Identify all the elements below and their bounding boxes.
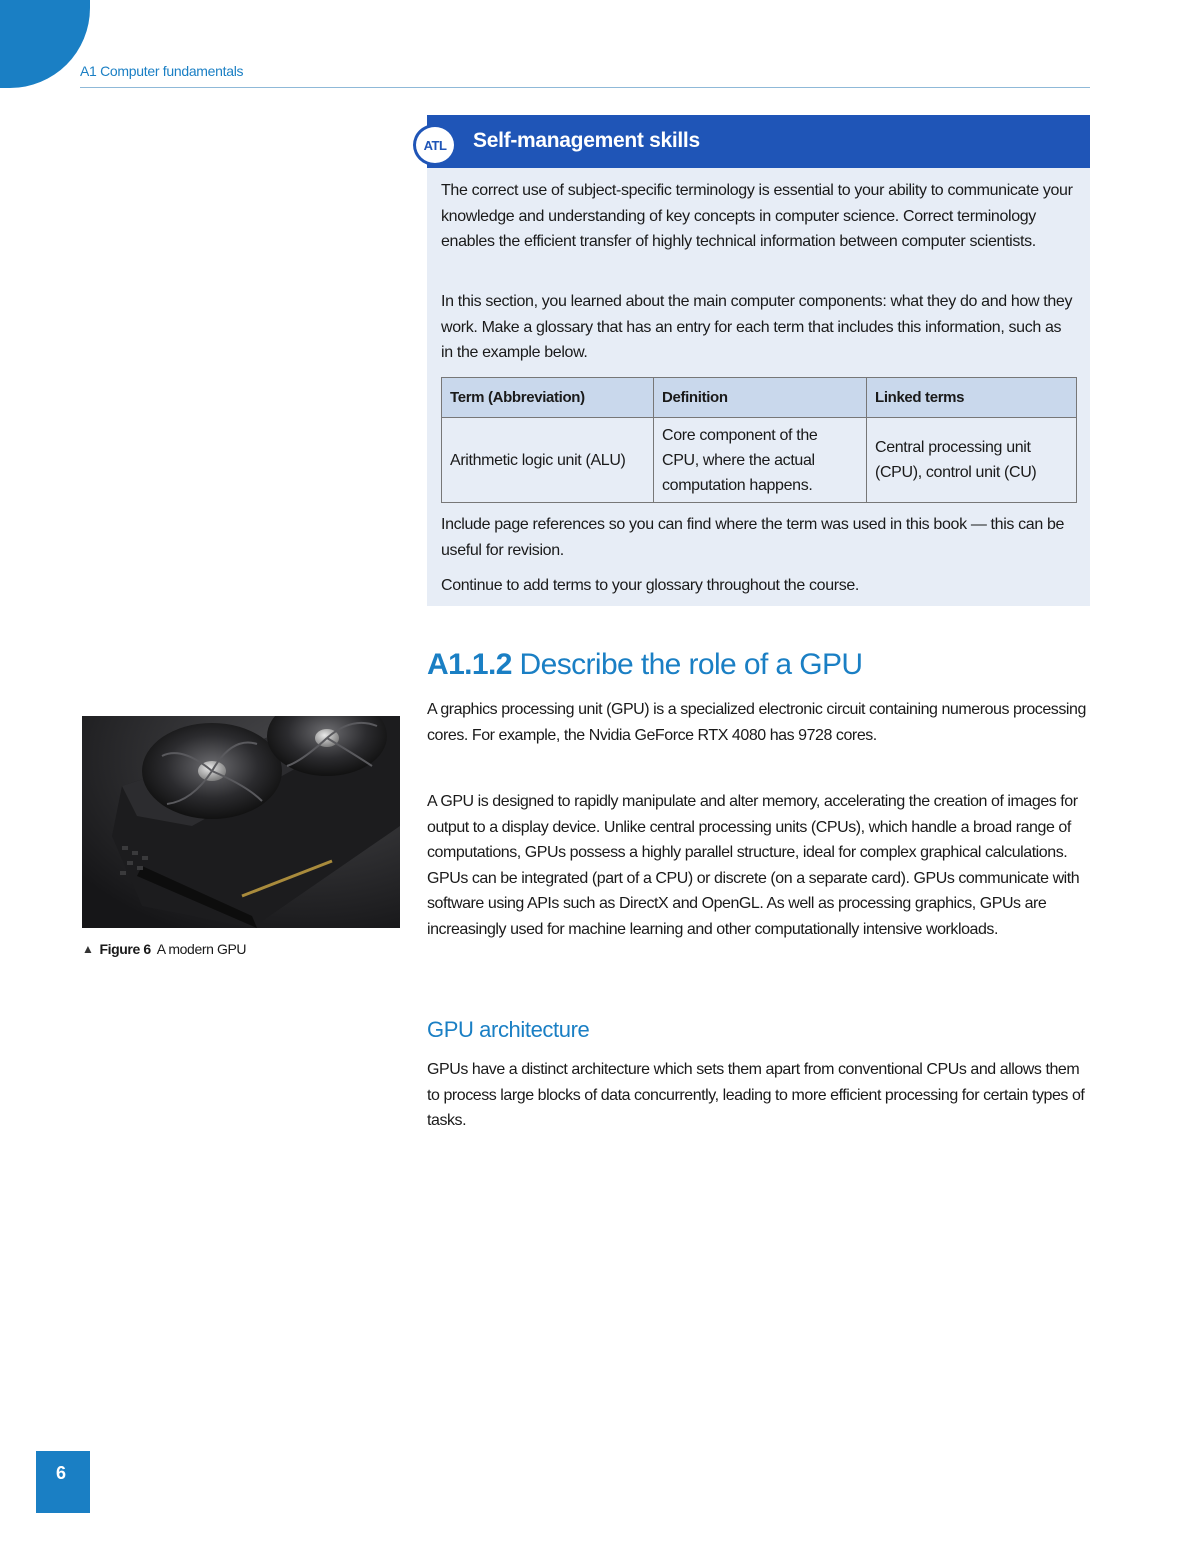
glossary-table	[441, 377, 1077, 503]
figure-caption	[82, 941, 246, 957]
table-header-term: Term (Abbreviation)	[442, 378, 654, 418]
header-rule	[80, 87, 1090, 88]
table-row	[442, 418, 1077, 503]
page-number: 6	[56, 1463, 67, 1483]
gpu-photo	[82, 716, 400, 928]
atl-box	[423, 115, 1090, 606]
atl-paragraph-2: In this section, you learned about the main computer components: what they do and how they work. Make a glossary that has an entry for each term that includes this information, such as in the example below.	[441, 293, 1073, 361]
figure-caption-text: A modern GPU	[156, 941, 247, 957]
body-paragraph-1: A graphics processing unit (GPU) is a specialized electronic circuit containing numerous processing cores. For example, the Nvidia GeForce RTX 4080 has 9728 cores.	[427, 701, 1086, 744]
atl-title: Self-management skills	[473, 129, 700, 152]
gpu-illustration	[82, 716, 400, 928]
triangle-up-icon: ▲	[82, 942, 94, 956]
body-paragraph-2: A GPU is designed to rapidly manipulate and alter memory, accelerating the creation of images for output to a display device. Unlike central processing units (CPUs), which handle a broad range of computations, GPUs possess a highly parallel structure, ideal for complex graphical calculations. GPUs can be integrated (part of a CPU) or discrete (on a separate card). GPUs communicate with software using APIs such as DirectX and OpenGL. As well as processing graphics, GPUs are increasingly used for machine learning and other computationally intensive workloads.	[427, 793, 1080, 938]
atl-header	[423, 115, 1090, 168]
section-title	[427, 648, 862, 682]
corner-decoration	[0, 0, 90, 88]
table-header-row	[442, 378, 1077, 418]
table-cell-linked-terms: Central processing unit (CPU), control unit (CU)	[867, 418, 1077, 503]
section-number: A1.1.2	[427, 648, 512, 681]
section-title-text: Describe the role of a GPU	[519, 648, 863, 681]
running-head: A1 Computer fundamentals	[80, 63, 244, 79]
atl-paragraph-4: Continue to add terms to your glossary throughout the course.	[441, 577, 860, 594]
table-cell-term: Arithmetic logic unit (ALU)	[442, 418, 654, 503]
page-number-box	[36, 1451, 90, 1513]
table-header-linked-terms: Linked terms	[867, 378, 1077, 418]
table-cell-definition: Core component of the CPU, where the actual computation happens.	[654, 418, 867, 503]
atl-badge-icon: ATL	[413, 124, 457, 166]
table-header-definition: Definition	[654, 378, 867, 418]
body-paragraph-3: GPUs have a distinct architecture which sets them apart from conventional CPUs and allows them to process large blocks of data concurrently, leading to more efficient processing for certain types of tasks.	[427, 1061, 1085, 1129]
figure-label: Figure 6	[99, 941, 151, 957]
subheading: GPU architecture	[427, 1017, 590, 1042]
atl-paragraph-3: Include page references so you can find where the term was used in this book — this can be useful for revision.	[441, 516, 1065, 559]
atl-paragraph-1: The correct use of subject-specific terminology is essential to your ability to communicate your knowledge and understanding of key concepts in computer science. Correct terminology enables the efficient transfer of highly technical information between computer scientists.	[441, 182, 1073, 250]
